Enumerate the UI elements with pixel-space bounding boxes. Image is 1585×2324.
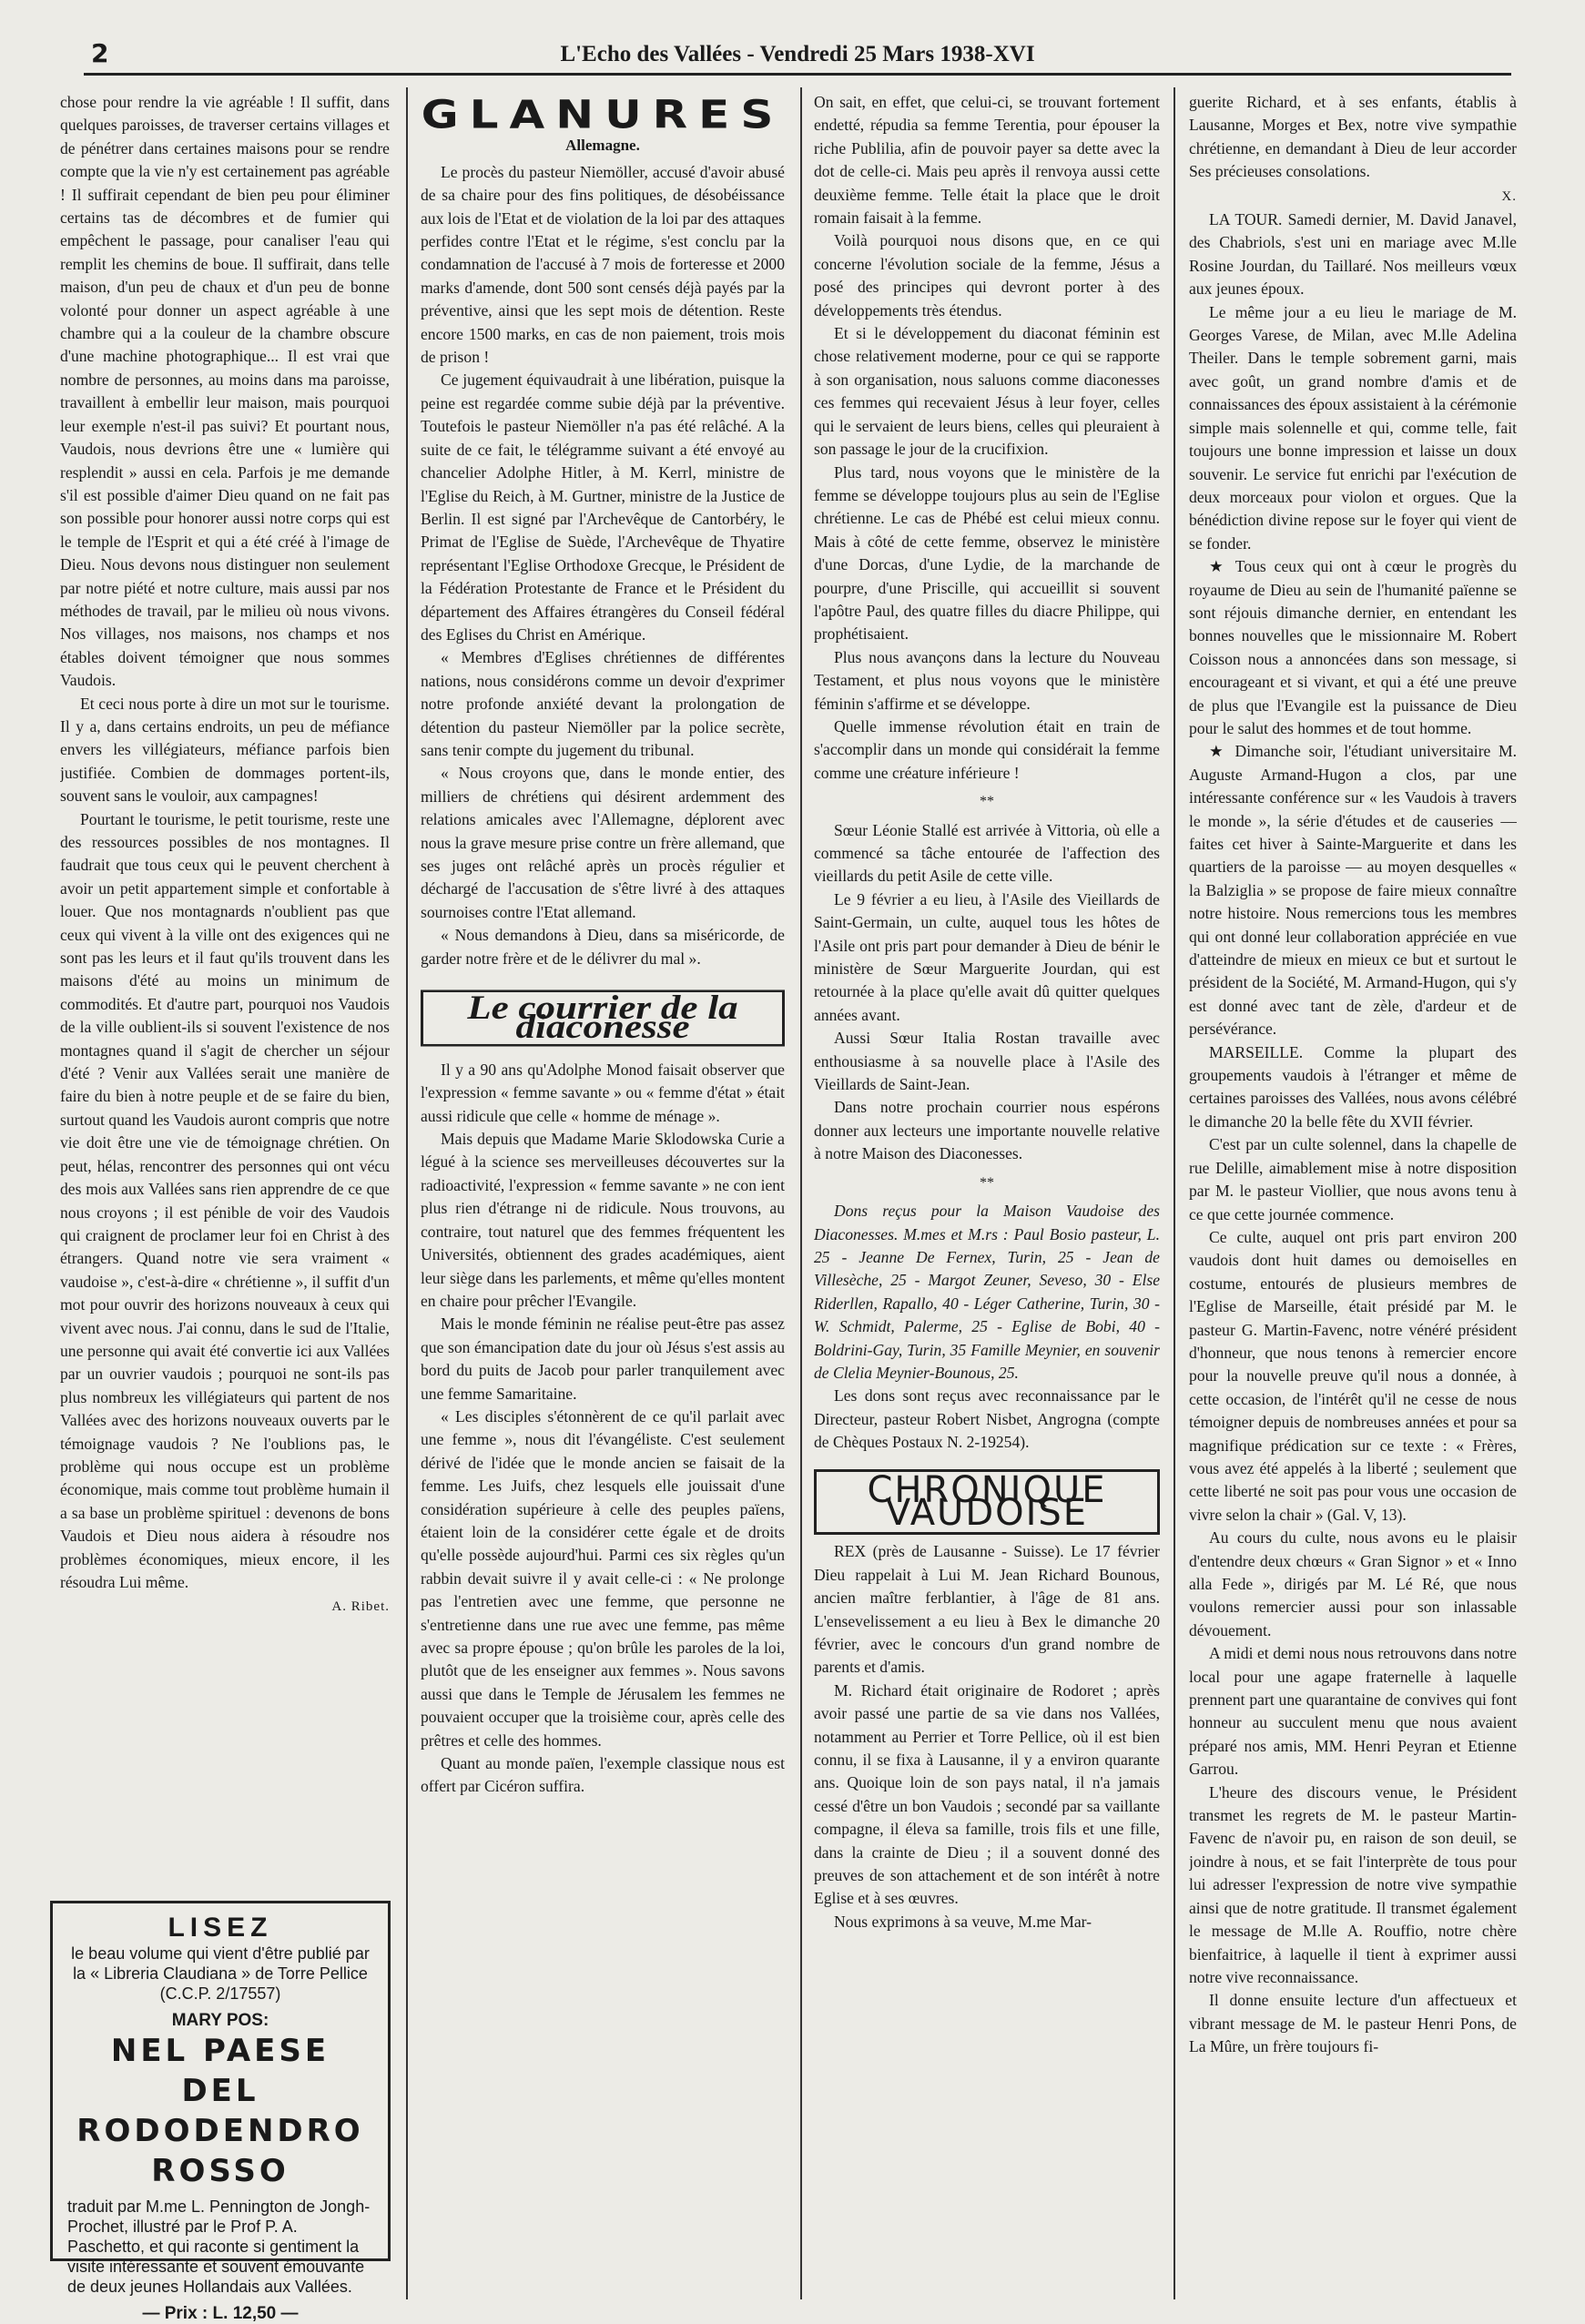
article-signature: X. (1501, 188, 1517, 204)
ad-heading: LISEZ (168, 1913, 273, 1943)
article-paragraph: Et ceci nous porte à dire un mot sur le tourisme. Il y a, dans certains endroits, un peu de méfiance envers les villégiateurs, méfiance parfois bien justifiée. Combien de dommages portent-ils, souvent sans le vouloir, aux campagnes! (60, 694, 390, 806)
ad-book-title-line2: RODODENDRO ROSSO (76, 2113, 364, 2189)
article-signature: A. Ribet. (331, 1599, 390, 1615)
page-header (84, 36, 1511, 76)
article-paragraph: C'est par un culte solennel, dans la chapelle de rue Delille, aimablement mise à notre disposition par M. le pasteur Viollier, que nous avons tenu à ce que cette journée commence. (1189, 1135, 1517, 1223)
column-4 (1189, 91, 1517, 2285)
article-paragraph: Au cours du culte, nous avons eu le plaisir d'entendre deux chœurs « Gran Signor » et « Inno alla Fede », dirigés par M. Lé Ré, que nous voulons remercier aussi pour son inlassable dévouement. (1189, 1528, 1517, 1639)
article-paragraph: « Membres d'Eglises chrétiennes de différentes nations, nous considérons comme un devoir d'exprimer notre profonde anxiété devant la prolongation de détention du pasteur Niemöller par la police secrète, sans tenir compte du jugement du tribunal. (421, 648, 785, 759)
article-paragraph: Pourtant le tourisme, le petit tourisme, reste une des ressources possibles de nos montagnes. Il faudrait que tous ceux qui le peuvent cherchent à avoir un petit appartement simple et confortable à louer. Que nos montagnards n'oublient pas que ceux qui vivent à la ville ont des exigences qui ne sont pas les leurs et il faut qu'ils trouvent dans les maisons d'été au moins un minimum de commodités. Et d'autre part, pourquoi nos Vaudois de la ville oublient-ils si souvent l'existence de nos montagnes quand il s'agit de chercher un séjour d'été ? Venir aux Vallées serait une manière de faire du bien à notre peuple et de se faire du bien, surtout quand les Vaudois auront compris que notre vie doit être une vie de témoignage chrétien. On peut, hélas, rencontrer des personnes qui ont vécu des mois aux Vallées sans rien apprendre de ce que nous croyons ; il est pénible de voir des Vaudois qui craignent de proclamer leur foi en Christ à des étrangers. Quand notre vie sera vraiment « vaudoise », c'est-à-dire « chrétienne », il suffit d'un mot pour ouvrir des horizons nouveaux à ceux qui vivent avec nous. J'ai connu, dans le sud de l'Italie, une personne qui avait été convertie ici aux Vallées par un ouvrier vaudois ; pourquoi ne sont-ils pas plus nombreux les villégiateurs qui partent de nos Vallées avec des horizons nouveaux ouverts par le témoignage vaudois ? Ne l'oublions pas, le problème qui nous occupe est un problème économique, mais comme tout problème humain il a sa base un problème spirituel : devenons de bons Vaudois et Dieu nous aidera à résoudre nos problèmes économiques, mieux encore, il les résoudra Lui même. (60, 809, 390, 1591)
article-paragraph: Il donne ensuite lecture d'un affectueux et vibrant message de M. le pasteur Henri Pons, de La Mûre, un frère toujours fi- (1189, 1991, 1517, 2056)
article-paragraph: « Les disciples s'étonnèrent de ce qu'il parlait avec une femme », nous dit l'évangéliste. C'est seulement dérivé de l'idée que le monde ancien se faisait de la femme. Les Juifs, chez lesquels elle jouissait d'une considération supérieure à celle des peuples païens, étaient loin de la considérer cette égale et de droits qu'elle possède aujourd'hui. Parmi ces six règles qu'un rabbin devait suivre il y avait celle-ci : « Ne prolonge pas l'entretien avec une femme, que personne ne s'entretienne dans une rue avec une femme, pas même avec sa propre épouse ; qu'on brûle les paroles de la loi, plutôt que de les enseigner aux femmes ». Nous savons aussi que dans le Temple de Jérusalem les femmes ne pouvaient occuper que la troisième cour, après celle des prêtres et celle des hommes. (421, 1406, 785, 1750)
ad-description: traduit par M.me L. Pennington de Jongh-Prochet, illustré par le Prof P. A. Paschetto, et qui raconte si gentiment la visite intéressante et souvent émouvante de deux jeunes Hollandais aux Vallées. (67, 2197, 371, 2296)
article-paragraph: Dans notre prochain courrier nous espérons donner aux lecteurs une importante nouvelle relative à notre Maison des Diaconesses. (814, 1098, 1160, 1163)
article-paragraph: Et si le développement du diaconat féminin est chose relativement moderne, pour ce qui se rapporte à son organisation, nous saluons comme diaconesses ces femmes qui recevaient Jésus à leur foyer, celles qui le servaient de leurs biens, celles qui pleuraient à son passage le jour de la crucifixion. (814, 324, 1160, 459)
section-title-chronique: CHRONIQUE VAUDOISE (814, 1469, 1160, 1536)
ad-book-title-line1: NEL PAESE DEL (110, 2033, 330, 2109)
article-paragraph: Mais depuis que Madame Marie Sklodowska Curie a légué à la science ses merveilleuses découvertes sur la radioactivité, l'expression « femme savante » ne con ient plus rien d'étrange ni de ridicule. Nous trouvons, au contraire, tout naturel que des femmes fréquentent les Universités, obtiennent des grades académiques, aient leur siège dans les parlements, et même qu'elles montent en chaire pour prêcher l'Evangile. (421, 1130, 785, 1310)
article-paragraph: Plus tard, nous voyons que le ministère de la femme se développe toujours plus au sein de l'Eglise chrétienne. Le cas de Phébé est celui mieux connu. Mais à côté de cette femme, observez le ministère d'une Dorcas, d'une Lydie, de la marchande de pourpre, d'une Priscille, qui accueillit si souvent l'apôtre Paul, des quatre filles du diacre Philippe, qui prophétisaient. (814, 462, 1160, 644)
column-3 (814, 91, 1160, 2285)
section-title-courrier: Le courrier de la diaconesse (421, 989, 785, 1046)
section-subtitle: Allemagne. (565, 137, 640, 155)
column-rule (1174, 87, 1175, 2299)
article-paragraph: Quant au monde païen, l'exemple classique nous est offert par Cicéron suffira. (421, 1754, 785, 1796)
article-paragraph: Voilà pourquoi nous disons que, en ce qui concerne l'évolution sociale de la femme, Jésus a posé des principes qui devront porter à des développements très étendus. (814, 231, 1160, 320)
ad-price: — Prix : L. 12,50 — (142, 2304, 299, 2323)
page-number: 2 (91, 38, 109, 68)
section-title-glanures: GLANURES (421, 92, 785, 137)
column-rule (800, 87, 802, 2299)
ad-intro: le beau volume qui vient d'être publié par la « Libreria Claudiana » de Torre Pellice (C.C.P. 2/17557) (71, 1944, 370, 2003)
ad-author: MARY POS: (171, 2011, 269, 2030)
article-paragraph: chose pour rendre la vie agréable ! Il suffit, dans quelques paroisses, de traverser certains villages et de pénétrer dans certaines maisons pour se rendre compte que la vie n'y est certainement pas agréable ! Il suffirait cependant de bien peu pour éliminer certains tas de décombres et de fumier qui empêchent le passage, pour canaliser l'eau qui remplit les chemins de boue. Il suffirait, dans telle maison, d'un peu de chaux et d'un peu de bonne volonté pour donner un aspect agréable à une chambre qui a la couleur de la chambre obscure d'une machine photographique... Il est vrai que nombre de personnes, au moins dans ma paroisse, travaillent à embellir leur maison, mais pourquoi leur exemple n'est-il pas suivi? Et pourtant nous, Vaudois, nous devrions être une « lumière qui resplendit » aussi en cela. Parfois je me demande s'il est possible d'aimer Dieu quand on ne fait pas son possible pour honorer aussi notre corps qui est le temple de l'Esprit et qui a été créé à l'image de Dieu. Nous devons nous distinguer non seulement par notre piété et notre culture, mais aussi par nos méthodes de travail, par le milieu où nous vivons. Nos villages, nos maisons, nos champs et nos étables doivent témoigner que nous sommes Vaudois. (60, 93, 390, 690)
column-2 (421, 91, 785, 2285)
article-paragraph: On sait, en effet, que celui-ci, se trouvant fortement endetté, répudia sa femme Terentia, pour épouser la riche Publilia, afin de pouvoir payer sa dette avec la dot de celle-ci. Mais peu après il renvoya aussi cette deuxième femme. Telle était la place que le droit romain faisait à la femme. (814, 93, 1160, 228)
column-1 (60, 91, 390, 1875)
article-paragraph: guerite Richard, et à ses enfants, établis à Lausanne, Morges et Bex, notre vive sympathie chrétienne, en demandant à Dieu de leur accorder Ses précieuses consolations. (1189, 93, 1517, 181)
article-paragraph: M. Richard était originaire de Rodoret ; après avoir passé une partie de sa vie dans nos Vallées, notamment au Perrier et Torre Pellice, où il est bien connu, il se fixa à Lausanne, il y a environ quarante ans. Quoique loin de son pays natal, il n'a jamais cessé d'être un bon Vaudois ; secondé par sa vaillante compagne, il éleva sa famille, trois fils et une fille, dans la crainte de Dieu ; il a souvent donné des preuves de son attachement et de son intérêt à notre Eglise et à ses œuvres. (814, 1680, 1160, 1908)
article-paragraph: REX (près de Lausanne - Suisse). Le 17 février Dieu rappelait à Lui M. Jean Richard Bounous, ancien maître ferblantier, à l'âge de 81 ans. L'ensevelissement a eu lieu à Bex le dimanche 20 février, avec le concours d'un grand nombre de parents et d'amis. (814, 1542, 1160, 1677)
article-paragraph: LA TOUR. Samedi dernier, M. David Janavel, des Chabriols, s'est uni en mariage avec M.lle Rosine Jourdan, du Taillaré. Nos meilleurs vœux aux jeunes époux. (1189, 210, 1517, 299)
section-separator: ** (980, 1174, 994, 1191)
article-paragraph: Il y a 90 ans qu'Adolphe Monod faisait observer que l'expression « femme savante » ou « femme d'état » était aussi ridicule que celle « homme de ménage ». (421, 1060, 785, 1125)
column-rule (406, 87, 408, 2299)
article-paragraph: Sœur Léonie Stallé est arrivée à Vittoria, où elle a commencé sa tâche entourée de l'affection des vieillards du petit Asile de cette ville. (814, 820, 1160, 886)
article-paragraph: Les dons sont reçus avec reconnaissance par le Directeur, pasteur Robert Nisbet, Angrogna (compte de Chèques Postaux N. 2-19254). (814, 1386, 1160, 1452)
article-paragraph: Quelle immense révolution était en train de s'accomplir dans un monde qui considérait la femme comme une créature inférieure ! (814, 716, 1160, 782)
article-paragraph: Le même jour a eu lieu le mariage de M. Georges Varese, de Milan, avec M.lle Adelina Theiler. Dans le temple sobrement garni, mais avec goût, un grand nombre d'amis et de connaissances des époux assistaient à la cérémonie simple mais solennelle et qui, comme telle, fait toujours une bonne impression et laisse un doux souvenir. Le service fut enrichi par l'exécution de deux morceaux pour violon et orgues. Que la bénédiction divine repose sur le foyer qui vient de se fonder. (1189, 302, 1517, 553)
article-paragraph: « Nous croyons que, dans le monde entier, des milliers de chrétiens qui désirent ardemment des relations amicales avec l'Allemagne, déplorent avec nous la grave mesure prise contre un frère allemand, que ses juges ont relâché après un procès régulier et déchargé de l'accusation de s'être livré à des attaques sournoises contre l'Etat allemand. (421, 764, 785, 921)
article-paragraph: Aussi Sœur Italia Rostan travaille avec enthousiasme à sa nouvelle place à l'Asile des Vieillards de Saint-Jean. (814, 1029, 1160, 1094)
article-paragraph: MARSEILLE. Comme la plupart des groupements vaudois à l'étranger et même de certaines paroisses des Vallées, nous avons célébré le dimanche 20 la belle fête du XVII février. (1189, 1042, 1517, 1131)
article-paragraph: L'heure des discours venue, le Président transmet les regrets de M. le pasteur Martin-Favenc de n'avoir pu, en raison de son deuil, se joindre à nous, et se fait l'interprète de tous pour lui adresser l'expression de notre vive sympathie ainsi que de notre gratitude. Il transmet également le message de M.lle A. Rouffio, notre chère bienfaitrice, à laquelle il tient à exprimer aussi notre vive reconnaissance. (1189, 1782, 1517, 1986)
book-advertisement (50, 1901, 391, 2323)
article-paragraph: ★ Tous ceux qui ont à cœur le progrès du royaume de Dieu au sein de l'humanité païenne se sont réjouis dimanche dernier, en entendant les bonnes nouvelles que le missionnaire M. Robert Coisson nous a annoncées dans son message, si encourageant et si vivant, et qui a été une preuve de plus que l'Evangile est la puissance de Dieu pour le salut des hommes et de tout homme. (1189, 557, 1517, 737)
donations-list: Dons reçus pour la Maison Vaudoise des Diaconesses. M.mes et M.rs : Paul Bosio pasteur, L. 25 - Jeanne De Fernex, Turin, 25 - Jean de Villesèche, 25 - Margot Zeuner, Seveso, 30 - Else Riderllen, Rapallo, 40 - Léger Catherine, Turin, 30 - W. Schmidt, Palerme, 25 - Eglise de Bobi, 40 - Boldrini-Gay, Turin, 35 Famille Meynier, en souvenir de Clelia Meynier-Bounous, 25. (814, 1202, 1160, 1382)
section-separator: ** (980, 794, 994, 810)
article-paragraph: Ce jugement équivaudrait à une libération, puisque la peine est regardée comme subie déjà par la préventive. Toutefois le pasteur Niemöller n'a pas été relâché. A la suite de ce fait, le télégramme suivant a été envoyé au chancelier Adolphe Hitler, à M. Kerrl, ministre de l'Eglise du Reich, à M. Gurtner, ministre de la Justice de Berlin. Il est signé par l'Archevêque de Cantorbéry, le Primat de l'Eglise de Suède, l'Archevêque de Thyatire représentant l'Eglise Orthodoxe Grecque, le Président de la Fédération Protestante de France et le Président du département des Affaires étrangères du Conseil fédéral des Eglises du Christ en Amérique. (421, 370, 785, 644)
article-paragraph: Mais le monde féminin ne réalise peut-être pas assez que son émancipation date du jour où Jésus s'est assis au bord du puits de Jacob pour parler tranquilement avec une femme Samaritaine. (421, 1314, 785, 1403)
article-paragraph: A midi et demi nous nous retrouvons dans notre local pour une agape fraternelle à laquelle prennent part une quarantaine de convives qui font honneur au succulent menu que nous avaient préparé nos amis, MM. Henri Peyran et Etienne Garrou. (1189, 1644, 1517, 1779)
article-paragraph: Ce culte, auquel ont pris part environ 200 vaudois dont huit dames ou demoiselles en costume, entourés de plusieurs membres de l'Eglise de Marseille, était présidé par M. le pasteur G. Martin-Favenc, notre vénéré président d'honneur, que nous tenons à remercier encore pour la nouvelle preuve qu'il nous a donnée, à cette occasion, de l'intérêt qu'il ne cesse de nous témoigner depuis de nombreuses années et pour sa magnifique prédication sur ce texte : « Frères, vous avez été appelés à la liberté ; seulement que cette liberté ne soit pas pour vous une occasion de vivre selon la chair » (Gal. V, 13). (1189, 1227, 1517, 1524)
article-paragraph: Plus nous avançons dans la lecture du Nouveau Testament, et plus nous voyons que le ministère féminin s'affirme et se développe. (814, 647, 1160, 713)
running-head: L'Echo des Vallées - Vendredi 25 Mars 1938-XVI (560, 42, 1035, 66)
article-paragraph: « Nous demandons à Dieu, dans sa miséricorde, de garder notre frère et de le délivrer du mal ». (421, 926, 785, 968)
article-paragraph: Le procès du pasteur Niemöller, accusé d'avoir abusé de sa chaire pour des fins politiques, de désobéissance aux lois de l'Etat et de violation de la loi par des attaques perfides contre l'Etat et le régime, s'est conclu par la condamnation de l'accusé à 7 mois de forteresse et 2000 marks d'amende, dont 500 sont censés déjà payés par la préventive, ainsi que les sept mois de détention. Reste encore 1500 marks, en cas de non paiement, trois mois de prison ! (421, 162, 785, 367)
article-paragraph: ★ Dimanche soir, l'étudiant universitaire M. Auguste Armand-Hugon a clos, par une intéressante conférence sur « les Vaudois à travers le monde », la série d'études et de causeries — faites cet hiver à Sainte-Marguerite et dans les quartiers de la paroisse — au moyen desquelles « la Balziglia » se propose de faire mieux connaître notre histoire. Nous remercions tous les membres qui ont donné leur collaboration appréciée en vue d'atteindre de mieux en mieux ce but et surtout le président de la Société, M. Armand-Hugon, qui s'y est donné avec tant de zèle, d'ardeur et de persévérance. (1189, 742, 1517, 1039)
article-paragraph: Le 9 février a eu lieu, à l'Asile des Vieillards de Saint-Germain, un culte, auquel tous les hôtes de l'Asile ont pris part pour demander à Dieu de bénir le ministère de Sœur Marguerite Jourdan, qui est retournée à la place qu'elle avait dû quitter quelques années avant. (814, 889, 1160, 1024)
article-paragraph: Nous exprimons à sa veuve, M.me Mar- (834, 1912, 1092, 1931)
